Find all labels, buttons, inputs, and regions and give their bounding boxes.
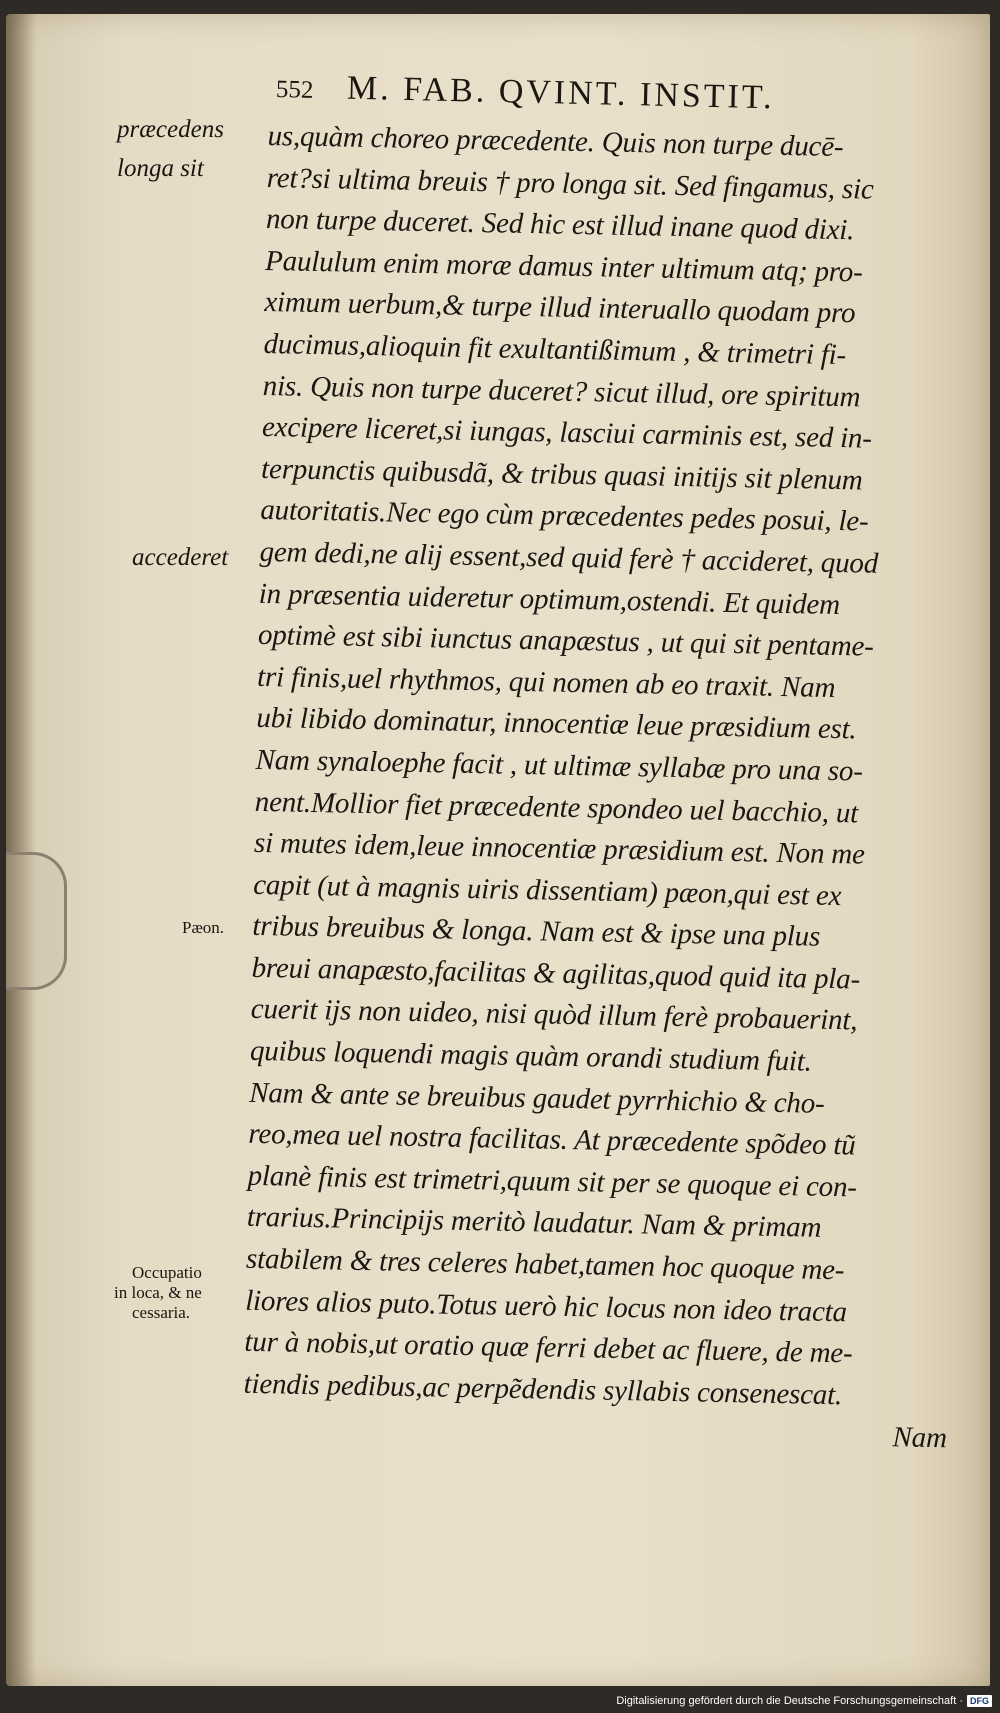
text-line: non turpe duceret. Sed hic est illud inane quod dixi.	[265, 203, 855, 247]
text-line: Paululum enim moræ damus inter ultimum atq; pro-	[264, 244, 863, 289]
main-text-block	[242, 116, 979, 1460]
text-line: tiendis pedibus,ac perpẽdendis syllabis consenescat.	[243, 1367, 843, 1412]
text-line: terpunctis quibusdã, & tribus quasi initijs sit plenum	[260, 452, 863, 497]
catchword: Nam	[892, 1421, 948, 1455]
text-line: trarius.Principijs meritò laudatur. Nam & primam	[246, 1201, 822, 1245]
text-line: planè finis est trimetri,quum sit per se quoque ei con-	[247, 1159, 858, 1204]
page-number: 552	[275, 76, 314, 104]
text-line: liores alios puto.Totus uerò hic locus non ideo tracta	[244, 1284, 848, 1328]
running-title: M. FAB. QVINT. INSTIT.	[346, 69, 776, 117]
marginal-note-longa-sit: longa sit	[117, 155, 204, 182]
text-line: autoritatis.Nec ego cùm præcedentes pedes posui, le-	[260, 494, 869, 538]
digitization-credit	[616, 1695, 992, 1707]
text-line: optimè est sibi iunctus anapæstus , ut qui sit pentame-	[257, 619, 874, 663]
text-line: ximum uerbum,& turpe illud interuallo quodam pro	[264, 286, 856, 330]
marginal-note-cessaria: cessaria.	[132, 1303, 191, 1322]
text-line: capit (ut à magnis uiris dissentiam) pæon,qui est ex	[252, 868, 842, 912]
book-page	[6, 14, 990, 1686]
text-line: nis. Quis non turpe duceret? sicut illud, ore spiritum	[262, 369, 861, 413]
text-line: breui anapæsto,facilitas & agilitas,quod quid ita pla-	[251, 951, 861, 996]
text-line: ducimus,alioquin fit exultantißimum , & trimetri fi-	[263, 327, 847, 372]
credit-text: Digitalisierung gefördert durch die Deutsche Forschungsgemeinschaft ·	[616, 1695, 963, 1707]
text-line: reo,mea uel nostra facilitas. At præcedente spõdeo tũ	[248, 1118, 856, 1162]
gutter-shadow	[6, 14, 36, 1686]
running-header	[276, 68, 977, 122]
text-line: gem dedi,ne alij essent,sed quid ferè † accideret, quod	[259, 535, 879, 580]
text-line: in præsentia uideretur optimum,ostendi. Et quidem	[258, 577, 841, 621]
dfg-logo: DFG	[967, 1695, 992, 1707]
marginal-note-paeon: Pæon.	[182, 918, 225, 937]
text-line: Nam synaloephe facit , ut ultimæ syllabæ pro una so-	[255, 743, 864, 788]
text-line: cuerit ijs non uideo, nisi quòd illum ferè probauerint,	[250, 993, 858, 1037]
marginal-note-occupatio: Occupatio	[132, 1263, 202, 1282]
text-line: Nam & ante se breuibus gaudet pyrrhichio & cho-	[248, 1076, 825, 1120]
text-line: ubi libido dominatur, innocentiæ leue præsidium est.	[256, 702, 857, 746]
text-line: excipere liceret,si iungas, lasciui carminis est, sed in-	[261, 411, 873, 455]
text-line: stabilem & tres celeres habet,tamen hoc quoque me-	[245, 1242, 845, 1287]
text-line: tur à nobis,ut oratio quæ ferri debet ac fluere, de me-	[244, 1325, 853, 1370]
text-line: ret?si ultima breuis † pro longa sit. Sed fingamus, sic	[266, 161, 874, 206]
page-clasp-mark	[6, 852, 67, 990]
text-line: quibus loquendi magis quàm orandi studium fuit.	[249, 1034, 813, 1078]
text-line: us,quàm choreo præcedente. Quis non turpe ducē-	[267, 119, 844, 164]
text-line: tribus breuibus & longa. Nam est & ipse una plus	[252, 910, 821, 954]
marginal-note-praecedens: præcedens	[117, 116, 224, 143]
text-line: tri finis,uel rhythmos, qui nomen ab eo traxit. Nam	[256, 660, 836, 704]
marginal-note-accederet: accederet	[132, 544, 229, 571]
text-line: nent.Mollior fiet præcedente spondeo uel bacchio, ut	[254, 785, 859, 829]
text-line: si mutes idem,leue innocentiæ præsidium est. Non me	[253, 826, 866, 871]
marginal-note-in-loca: in loca, & ne	[114, 1283, 202, 1302]
